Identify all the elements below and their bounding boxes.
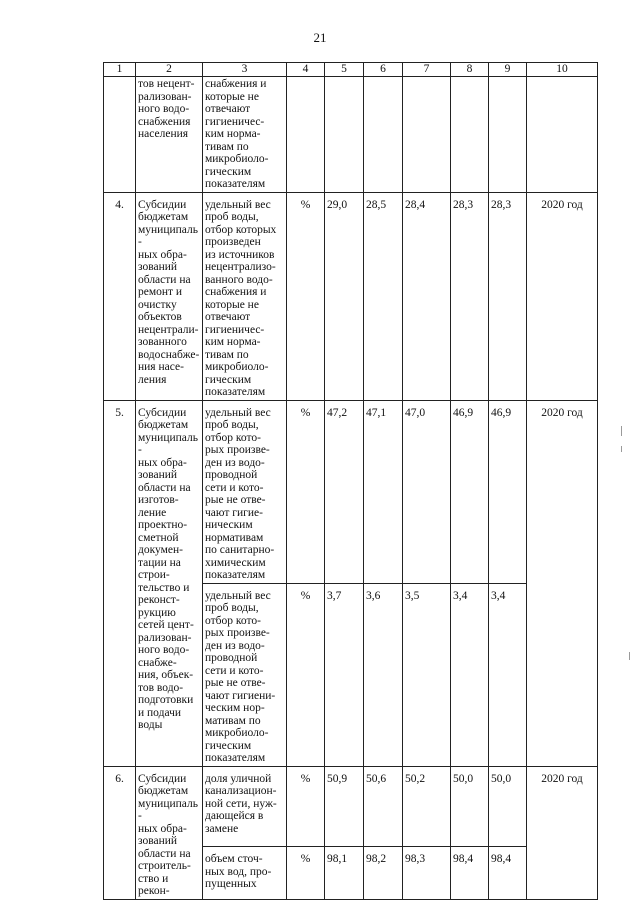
indicators-table — [103, 62, 598, 900]
table-row — [104, 400, 598, 583]
column-number: 9 — [489, 63, 527, 77]
row-number: 4. — [104, 192, 136, 400]
value-cell: 28,3 — [489, 192, 527, 400]
value-cell: 98,2 — [364, 847, 403, 899]
measure-name: Субсидии бюджетам муниципаль- ных обра- зований области на строитель- ство и рекон- — [136, 766, 203, 899]
column-number: 5 — [325, 63, 364, 77]
unit-cell: % — [287, 847, 325, 899]
row-number: 6. — [104, 766, 136, 899]
value-cell: 50,6 — [364, 766, 403, 847]
value-cell — [325, 77, 364, 193]
table-row — [104, 766, 598, 847]
unit-cell — [287, 77, 325, 193]
column-number: 1 — [104, 63, 136, 77]
indicator-name: удельный вес проб воды, отбор кото- рых произве- ден из водо- проводной сети и кото- рые не отве- чают гигие- ническим нормативам по санитарно- химическим показателям — [203, 400, 287, 583]
measure-name: Субсидии бюджетам муниципаль- ных обра- зований области на ремонт и очистку объектов нецентрали- зованного водоснабже- ния насе- ления — [136, 192, 203, 400]
value-cell: 3,4 — [451, 583, 489, 766]
column-number: 8 — [451, 63, 489, 77]
year-cell: 2020 год — [527, 192, 598, 400]
year-cell: 2020 год — [527, 766, 598, 899]
value-cell: 28,3 — [451, 192, 489, 400]
column-number: 7 — [403, 63, 451, 77]
measure-name: Субсидии бюджетам муниципаль- ных обра- зований области на изготов- ление проектно- сметной докумен- тации на строи- тельство и реконст- рукцию сетей цент- рализован- ного водо- снабже- ния, объек- тов водо- подготовки и подачи воды — [136, 400, 203, 766]
value-cell: 3,5 — [403, 583, 451, 766]
unit-cell: % — [287, 192, 325, 400]
table-row — [104, 192, 598, 400]
row-number — [104, 77, 136, 193]
value-cell: 47,1 — [364, 400, 403, 583]
value-cell: 98,4 — [489, 847, 527, 899]
value-cell — [403, 77, 451, 193]
value-cell: 3,6 — [364, 583, 403, 766]
scan-mark — [629, 652, 630, 660]
row-number: 5. — [104, 400, 136, 766]
value-cell — [489, 77, 527, 193]
unit-cell: % — [287, 583, 325, 766]
value-cell: 98,3 — [403, 847, 451, 899]
value-cell: 50,9 — [325, 766, 364, 847]
measure-name: тов нецент- рализован- ного водо- снабжения населения — [136, 77, 203, 193]
column-number: 10 — [527, 63, 598, 77]
value-cell: 98,1 — [325, 847, 364, 899]
indicator-name: удельный вес проб воды, отбор которых произведен из источников нецентрализо- ванного водо- снабжения и которые не отвечают гигиеничес- ким норма- тивам по микробиоло- гическим показателям — [203, 192, 287, 400]
value-cell: 3,7 — [325, 583, 364, 766]
table-row — [104, 77, 598, 193]
year-cell — [527, 77, 598, 193]
unit-cell: % — [287, 400, 325, 583]
column-number: 3 — [203, 63, 287, 77]
unit-cell: % — [287, 766, 325, 847]
value-cell: 46,9 — [489, 400, 527, 583]
scan-mark — [621, 426, 622, 436]
value-cell: 3,4 — [489, 583, 527, 766]
column-number: 2 — [136, 63, 203, 77]
indicator-name: объем сточ- ных вод, про- пущенных — [203, 847, 287, 899]
indicator-name: удельный вес проб воды, отбор кото- рых произве- ден из водо- проводной сети и кото- рые не отве- чают гигиени- ческим нор- мативам по микробиоло- гическим показателям — [203, 583, 287, 766]
value-cell: 46,9 — [451, 400, 489, 583]
value-cell: 28,5 — [364, 192, 403, 400]
value-cell: 50,0 — [489, 766, 527, 847]
column-number-row — [104, 63, 598, 77]
column-number: 6 — [364, 63, 403, 77]
value-cell: 47,2 — [325, 400, 364, 583]
year-cell: 2020 год — [527, 400, 598, 766]
indicator-name: доля уличной канализацион- ной сети, нуж- дающейся в замене — [203, 766, 287, 847]
indicator-name: снабжения и которые не отвечают гигиеничес- ким норма- тивам по микробиоло- гическим показателям — [203, 77, 287, 193]
value-cell: 50,2 — [403, 766, 451, 847]
value-cell: 47,0 — [403, 400, 451, 583]
page-number: 21 — [313, 30, 327, 45]
value-cell — [364, 77, 403, 193]
value-cell: 50,0 — [451, 766, 489, 847]
column-number: 4 — [287, 63, 325, 77]
value-cell: 28,4 — [403, 192, 451, 400]
value-cell — [451, 77, 489, 193]
value-cell: 29,0 — [325, 192, 364, 400]
scan-mark — [621, 446, 622, 452]
value-cell: 98,4 — [451, 847, 489, 899]
